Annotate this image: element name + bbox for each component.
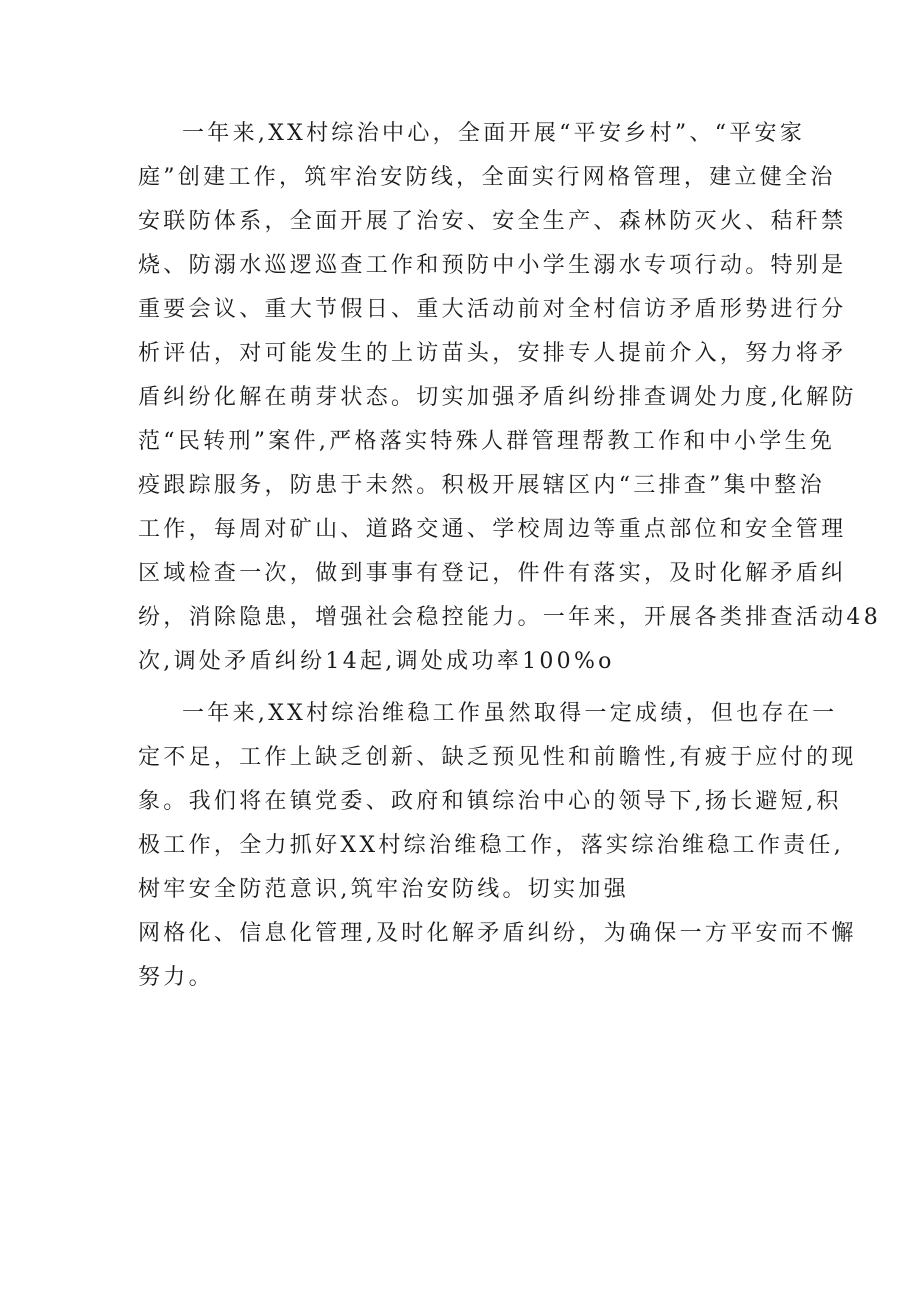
paragraph-line: 定不足，工作上缺乏创新、缺乏预见性和前瞻性,有疲于应付的现 xyxy=(138,745,857,770)
paragraph-line: 烧、防溺水巡逻巡查工作和预防中小学生溺水专项行动。特别是 xyxy=(138,253,847,278)
paragraph-line: 庭”创建工作，筑牢治安防线，全面实行网格管理，建立健全治 xyxy=(138,165,836,190)
paragraph-line: 盾纠纷化解在萌芽状态。切实加强矛盾纠纷排查调处力度,化解防 xyxy=(138,385,857,410)
paragraph-line: 疫跟踪服务，防患于未然。积极开展辖区内“三排查”集中整治 xyxy=(138,473,825,498)
paragraph-line: 重要会议、重大节假日、重大活动前对全村信访矛盾形势进行分 xyxy=(138,297,847,322)
document-body xyxy=(138,112,881,1000)
paragraph-line: 工作，每周对矿山、道路交通、学校周边等重点部位和安全管理 xyxy=(138,517,847,542)
paragraph-2 xyxy=(138,692,857,1000)
paragraph-line: 析评估，对可能发生的上访苗头，安排专人提前介入，努力将矛 xyxy=(138,341,847,366)
paragraph-line: 网格化、信息化管理,及时化解矛盾纠纷，为确保一方平安而不懈 xyxy=(138,921,857,946)
paragraph-line: 一年来,XX村综治维稳工作虽然取得一定成绩，但也存在一 xyxy=(182,701,838,726)
paragraph-gap xyxy=(138,684,798,692)
paragraph-line: 区域检查一次，做到事事有登记，件件有落实，及时化解矛盾纠 xyxy=(138,561,847,586)
paragraph-line: 象。我们将在镇党委、政府和镇综治中心的领导下,扬长避短,积 xyxy=(138,789,842,814)
paragraph-line: 安联防体系，全面开展了治安、安全生产、森林防灭火、秸秆禁 xyxy=(138,209,847,234)
paragraph-line: 努力。 xyxy=(138,965,214,990)
paragraph-line: 树牢安全防范意识,筑牢治安防线。切实加强 xyxy=(138,877,629,902)
paragraph-line: 纷，消除隐患，增强社会稳控能力。一年来，开展各类排查活动48 xyxy=(138,605,881,630)
paragraph-line: 极工作，全力抓好XX村综治维稳工作，落实综治维稳工作责任, xyxy=(138,833,845,858)
paragraph-line: 次,调处矛盾纠纷14起,调处成功率100%o xyxy=(138,649,615,674)
paragraph-line: 一年来,XX村综治中心，全面开展“平安乡村”、“平安家 xyxy=(182,121,806,146)
paragraph-line: 范“民转刑”案件,严格落实特殊人群管理帮教工作和中小学生免 xyxy=(138,429,836,454)
paragraph-1 xyxy=(138,112,881,684)
